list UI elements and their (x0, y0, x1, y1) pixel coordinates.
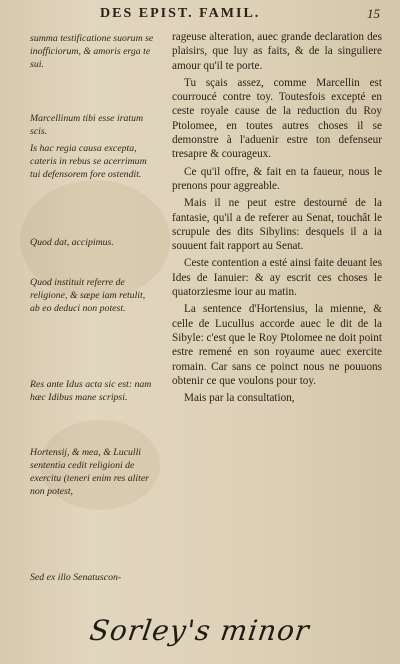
margin-note: Hortensij, & mea, & Luculli sententia cedit religioni de exercitu (teneri enim res aliter non potest, (30, 447, 149, 497)
page-number: 15 (367, 6, 380, 21)
margin-note: summa testificatione suorum se inofficiorum, & amoris erga te sui. (30, 33, 154, 70)
margin-note: Marcellinum tibi esse iratum scis. (30, 113, 144, 137)
paragraph: rageuse alteration, auec grande declaration des plaisirs, que luy as faits, & de la singuliere amour qu'il te porte. (172, 31, 382, 72)
paragraph: Tu sçais assez, comme Marcellin est courroucé contre toy. Toutesfois excepté en ceste royale cause de la reduction du Roy Ptolomee, en toutes autres choses il se demonstre à l'aduenir estre ton defenseur tresapre & courageux. (172, 76, 382, 161)
main-text-column (172, 30, 382, 408)
margin-note: Is hac regia causa excepta, cateris in rebus se acerrimum tui defensorem fore ostendit. (30, 143, 147, 180)
running-head: DES EPIST. FAMIL. (100, 6, 261, 21)
margin-note: Quod dat, accipimus. (30, 237, 114, 248)
margin-note: Quod instituit referre de religione, & sæpe iam retulit, ab eo deduci non potest. (30, 277, 146, 314)
paragraph: La sentence d'Hortensius, la mienne, & celle de Lucullus accorde auec le dit de la Sibyle: c'est que le Roy Ptolomee ne doit point estre remené en son royaume auec exercite romain. Car sans ce poinct nous ne pouuons obtenir ce que voulons pour toy. (172, 303, 382, 387)
paragraph: Mais par la consultation, (184, 392, 295, 405)
handwritten-signature: Sorley's minor (87, 614, 312, 647)
paragraph: Mais il ne peut estre destourné de la fantasie, qu'il a de referer au Senat, touchât le scrupule des dits Sibylins: desquels il a ia souuent fait rapport au Senat. (172, 197, 382, 253)
page-header (0, 6, 400, 24)
paragraph: Ce qu'il offre, & fait en ta faueur, nous le prenons pour aggreable. (172, 165, 382, 192)
margin-note: Sed ex illo Senatuscon- (30, 572, 122, 583)
margin-note: Res ante Idus acta sic est: nam hæc Idibus mane scripsi. (30, 379, 152, 403)
paragraph: Ceste contention a esté ainsi faite deuant les Ides de Ianuier: & ay escrit ces choses le quatorziesme iour au matin. (172, 257, 382, 299)
